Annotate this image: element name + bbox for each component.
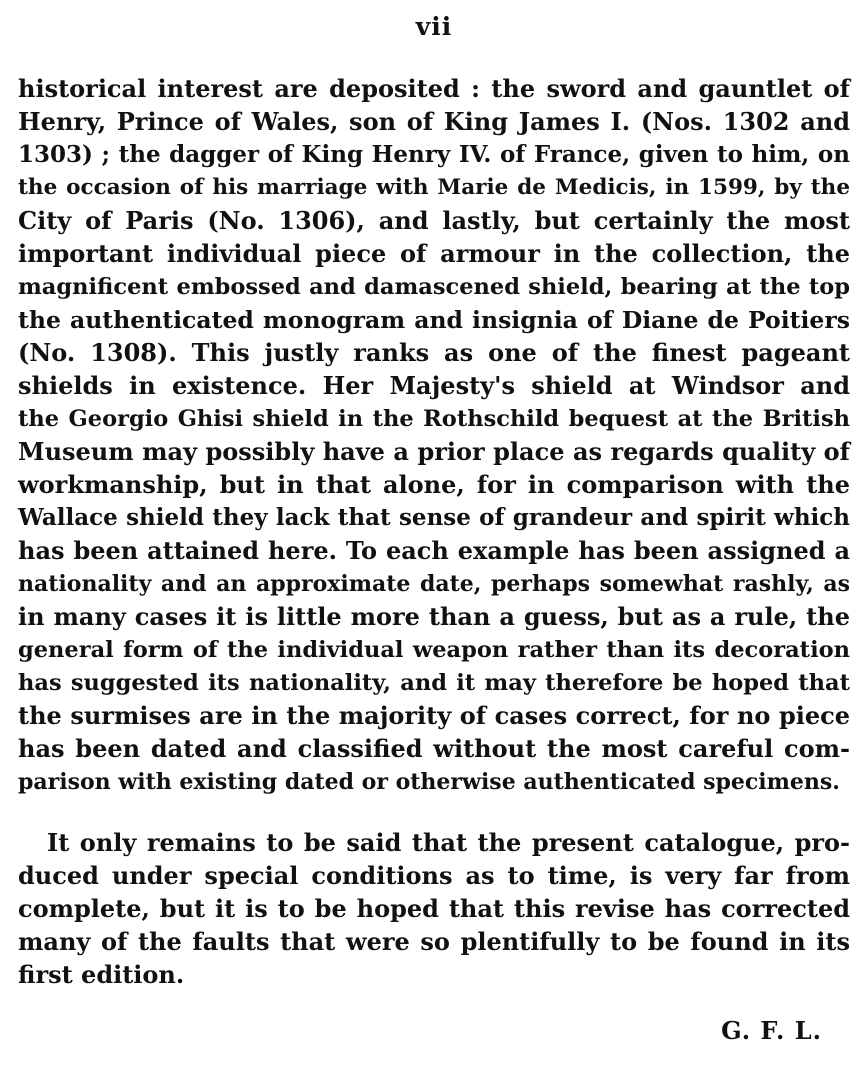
- text-line: parison with existing dated or otherwise authenticated specimens.: [18, 769, 840, 795]
- signature-initials: G. F. L.: [721, 1016, 822, 1045]
- text-line: first edition.: [18, 960, 185, 989]
- text-line: 1303) ; the dagger of King Henry IV. of France, given to him, on: [18, 141, 850, 168]
- text-line: historical interest are deposited : the sword and gauntlet of: [18, 74, 850, 103]
- text-line: magnificent embossed and damascened shield, bearing at the top: [18, 274, 850, 300]
- text-line: shields in existence. Her Majesty's shield at Windsor and: [18, 371, 850, 400]
- text-line: the Georgio Ghisi shield in the Rothschild bequest at the British: [18, 406, 850, 432]
- text-line: workmanship, but in that alone, for in comparison with the: [18, 470, 850, 499]
- text-line: City of Paris (No. 1306), and lastly, but certainly the most: [18, 206, 850, 235]
- text-line: nationality and an approximate date, perhaps somewhat rashly, as: [18, 571, 850, 597]
- text-line: Wallace shield they lack that sense of grandeur and spirit which: [18, 504, 850, 531]
- text-line: the authenticated monogram and insignia of Diane de Poitiers: [18, 306, 850, 334]
- text-line: It only remains to be said that the present catalogue, pro-: [47, 828, 850, 857]
- text-line: important individual piece of armour in the collection, the: [18, 239, 850, 268]
- text-line: in many cases it is little more than a guess, but as a rule, the: [18, 602, 850, 631]
- text-line: duced under special conditions as to time, is very far from: [18, 861, 850, 890]
- text-line: has been dated and classified without the most careful com-: [18, 734, 850, 763]
- text-line: (No. 1308). This justly ranks as one of the finest pageant: [18, 338, 850, 367]
- text-line: the occasion of his marriage with Marie de Medicis, in 1599, by the: [18, 175, 850, 200]
- page-number: vii: [415, 12, 453, 41]
- text-line: many of the faults that were so plentifully to be found in its: [18, 927, 850, 956]
- text-line: the surmises are in the majority of cases correct, for no piece: [18, 701, 850, 730]
- text-line: general form of the individual weapon rather than its decoration: [18, 637, 850, 663]
- text-line: complete, but it is to be hoped that this revise has corrected: [18, 894, 850, 923]
- text-line: has suggested its nationality, and it may therefore be hoped that: [18, 670, 850, 696]
- text-line: Henry, Prince of Wales, son of King James I. (Nos. 1302 and: [18, 107, 850, 136]
- text-line: has been attained here. To each example has been assigned a: [18, 536, 850, 565]
- text-line: Museum may possibly have a prior place as regards quality of: [18, 437, 850, 466]
